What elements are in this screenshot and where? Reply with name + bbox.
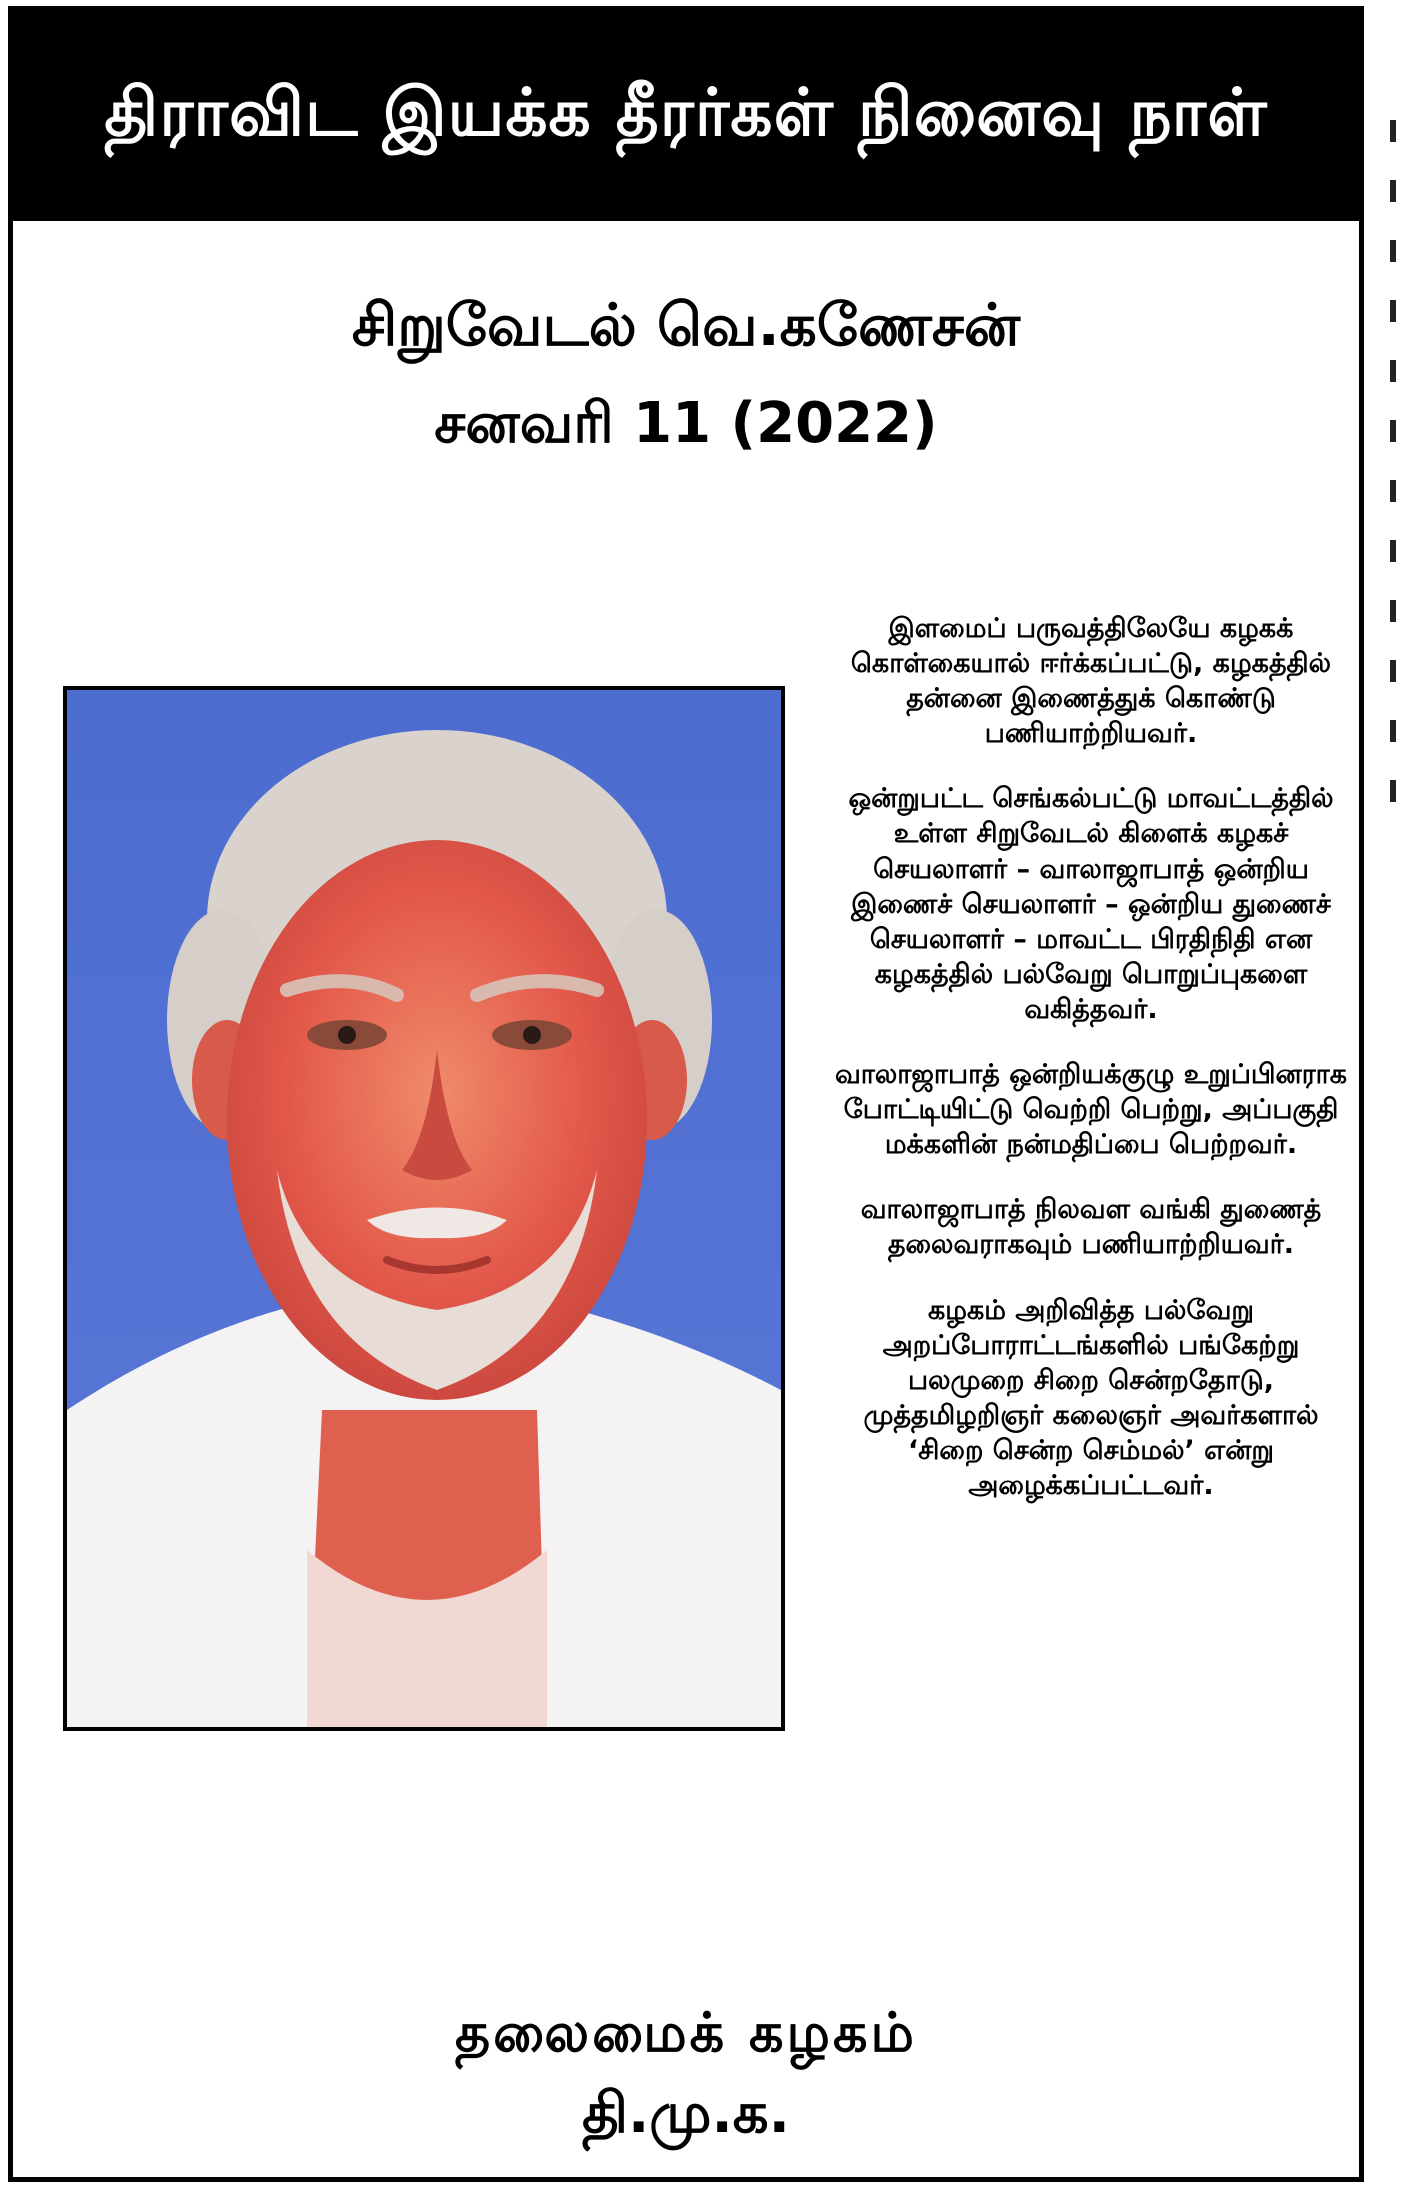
person-name: சிறுவேடல் வெ.கணேசன் — [351, 291, 1021, 359]
bio-paragraph: வாலாஜாபாத் நிலவள வங்கி துணைத் தலைவராகவும் பணியாற்றியவர். — [860, 1194, 1322, 1261]
bio-paragraph: வாலாஜாபாத் ஒன்றியக்குழு உறுப்பினராக போட்டியிட்டு வெற்றி பெற்று, அப்பகுதி மக்களின் நன்மதிப்பை பெற்றவர். — [834, 1059, 1348, 1161]
biography — [831, 611, 1351, 1533]
bio-paragraph: ஒன்றுபட்ட செங்கல்பட்டு மாவட்டத்தில் உள்ள சிறுவேடல் கிளைக் கழகச் செயலாளர் – வாலாஜாபாத் ஒன்றிய இணைச் செயலாளர் – ஒன்றிய துணைச் செயலாளர் – மாவட்ட பிரதிநிதி என கழகத்தில் பல்வேறு பொறுப்புகளை வகித்தவர். — [848, 783, 1334, 1025]
adjacent-page-edge — [1390, 120, 1396, 820]
bio-paragraph: கழகம் அறிவித்த பல்வேறு அறப்போராட்டங்களில் பங்கேற்று பலமுறை சிறை சென்றதோடு, முத்தமிழறிஞர் கலைஞர் அவர்களால் ‘சிறை சென்ற செம்மல்’ என்று அழைக்கப்பட்டவர். — [863, 1294, 1319, 1501]
portrait-photo-icon — [67, 690, 781, 1727]
banner-title: திராவிட இயக்க தீரர்கள் நினைவு நாள் — [104, 72, 1268, 151]
footer-organization: தலைமைக் கழகம் — [455, 2001, 917, 2064]
footer-party: தி.மு.க. — [582, 2081, 790, 2146]
memorial-date: சனவரி 11 (2022) — [434, 391, 938, 456]
memorial-poster — [8, 6, 1364, 2182]
header-banner — [13, 11, 1359, 221]
portrait-photo — [63, 686, 785, 1731]
bio-paragraph: இளமைப் பருவத்திலேயே கழகக் கொள்கையால் ஈர்க்கப்பட்டு, கழகத்தில் தன்னை இணைத்துக் கொண்டு பணியாற்றியவர். — [850, 613, 1332, 750]
